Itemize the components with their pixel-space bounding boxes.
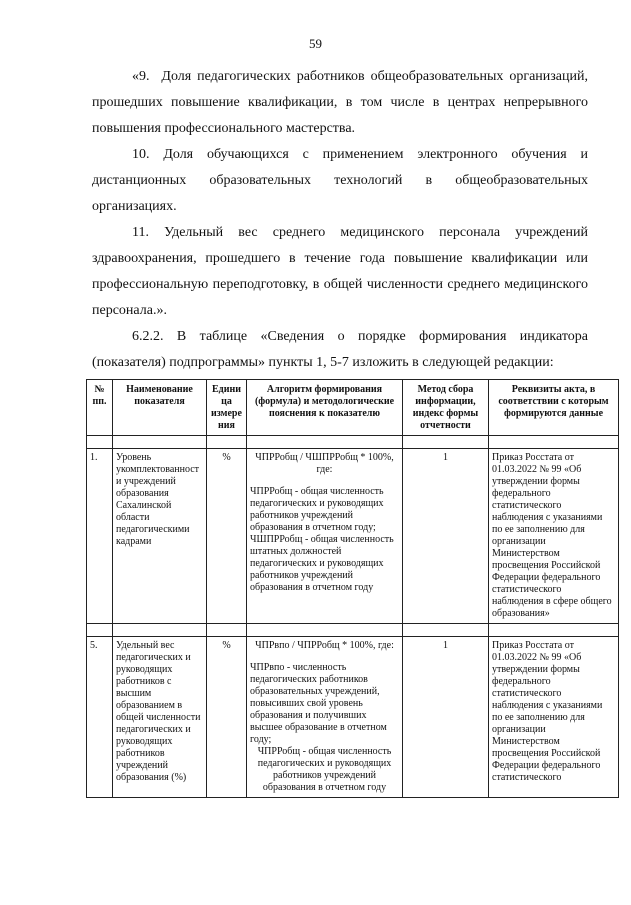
table-spacer-row bbox=[87, 624, 619, 637]
cell-unit: % bbox=[207, 637, 247, 798]
cell-algorithm bbox=[247, 449, 403, 624]
explanation-text: ЧШПРРобщ - общая численность штатных должностей педагогических и руководящих работников учреждений образования в отчетном году bbox=[250, 534, 394, 593]
table-spacer-row bbox=[87, 436, 619, 449]
paragraph-text: 11. Удельный вес среднего медицинского персонала учреждений здравоохранения, прошедшего в течение года повышение квалификации или профессиональную переподготовку, в общей численности среднего медицинского персонала.». bbox=[92, 225, 588, 318]
paragraph-text: «9. Доля педагогических работников общеобразовательных организаций, прошедших повышение квалификации, в том числе в центрах непрерывного повышения профессионального мастерства. bbox=[92, 69, 588, 136]
paragraph-item-9 bbox=[92, 64, 588, 142]
formula-text: ЧПРвпо / ЧПРРобщ * 100%, где: bbox=[255, 640, 394, 651]
explanation-text: ЧПРвпо - численность педагогических работников образовательных учреждений, повысивших свой уровень образования и получивших высшее образование в отчетном году; bbox=[250, 662, 387, 745]
header-act: Реквизиты акта, в соответствии с которым формируются данные bbox=[489, 380, 619, 436]
explanation-text: ЧПРРобщ - общая численность педагогических и руководящих работников учреждений образования в отчетном году bbox=[257, 746, 392, 793]
header-method: Метод сбора информации, индекс формы отчетности bbox=[403, 380, 489, 436]
table-header-row bbox=[87, 380, 619, 436]
table-row bbox=[87, 449, 619, 624]
paragraph-item-10 bbox=[92, 142, 588, 220]
cell-algorithm bbox=[247, 637, 403, 798]
paragraph-text: 6.2.2. В таблице «Сведения о порядке формирования индикатора (показателя) подпрограммы» пункты 1, 5-7 изложить в следующей редакции: bbox=[92, 329, 588, 370]
cell-name: Удельный вес педагогических и руководящих работников с высшим образованием в общей численности педагогических и руководящих работников учреждений образования (%) bbox=[113, 637, 207, 798]
paragraph-text: 10. Доля обучающихся с применением электронного обучения и дистанционных образовательных технологий в общеобразовательных организациях. bbox=[92, 147, 588, 214]
cell-name: Уровень укомплектованности учреждений образования Сахалинской области педагогическими кадрами bbox=[113, 449, 207, 624]
cell-unit: % bbox=[207, 449, 247, 624]
page-number: 59 bbox=[309, 36, 322, 51]
cell-num: 5. bbox=[87, 637, 113, 798]
explanation-text: ЧПРРобщ - общая численность педагогических и руководящих работников учреждений образования в отчетном году; bbox=[250, 486, 384, 533]
paragraph-item-11 bbox=[92, 220, 588, 324]
header-unit: Единица измерения bbox=[207, 380, 247, 436]
cell-act: Приказ Росстата от 01.03.2022 № 99 «Об утверждении формы федерального статистического наблюдения с указаниями по ее заполнению для организации Министерством просвещения Российской Федерации федерального статистического bbox=[489, 637, 619, 798]
header-name: Наименование показателя bbox=[113, 380, 207, 436]
table-row bbox=[87, 637, 619, 798]
cell-method: 1 bbox=[403, 449, 489, 624]
cell-act: Приказ Росстата от 01.03.2022 № 99 «Об утверждении формы федерального статистического наблюдения с указаниями по ее заполнению для организации Министерством просвещения Российской Федерации федерального статистического наблюдения в сфере общего образования» bbox=[489, 449, 619, 624]
paragraph-table-intro bbox=[92, 324, 588, 376]
cell-num: 1. bbox=[87, 449, 113, 624]
indicator-table bbox=[86, 379, 619, 798]
formula-text: ЧПРРобщ / ЧШПРРобщ * 100%, где: bbox=[255, 452, 394, 475]
header-num: № пп. bbox=[87, 380, 113, 436]
cell-method: 1 bbox=[403, 637, 489, 798]
header-algorithm: Алгоритм формирования (формула) и методологические пояснения к показателю bbox=[247, 380, 403, 436]
